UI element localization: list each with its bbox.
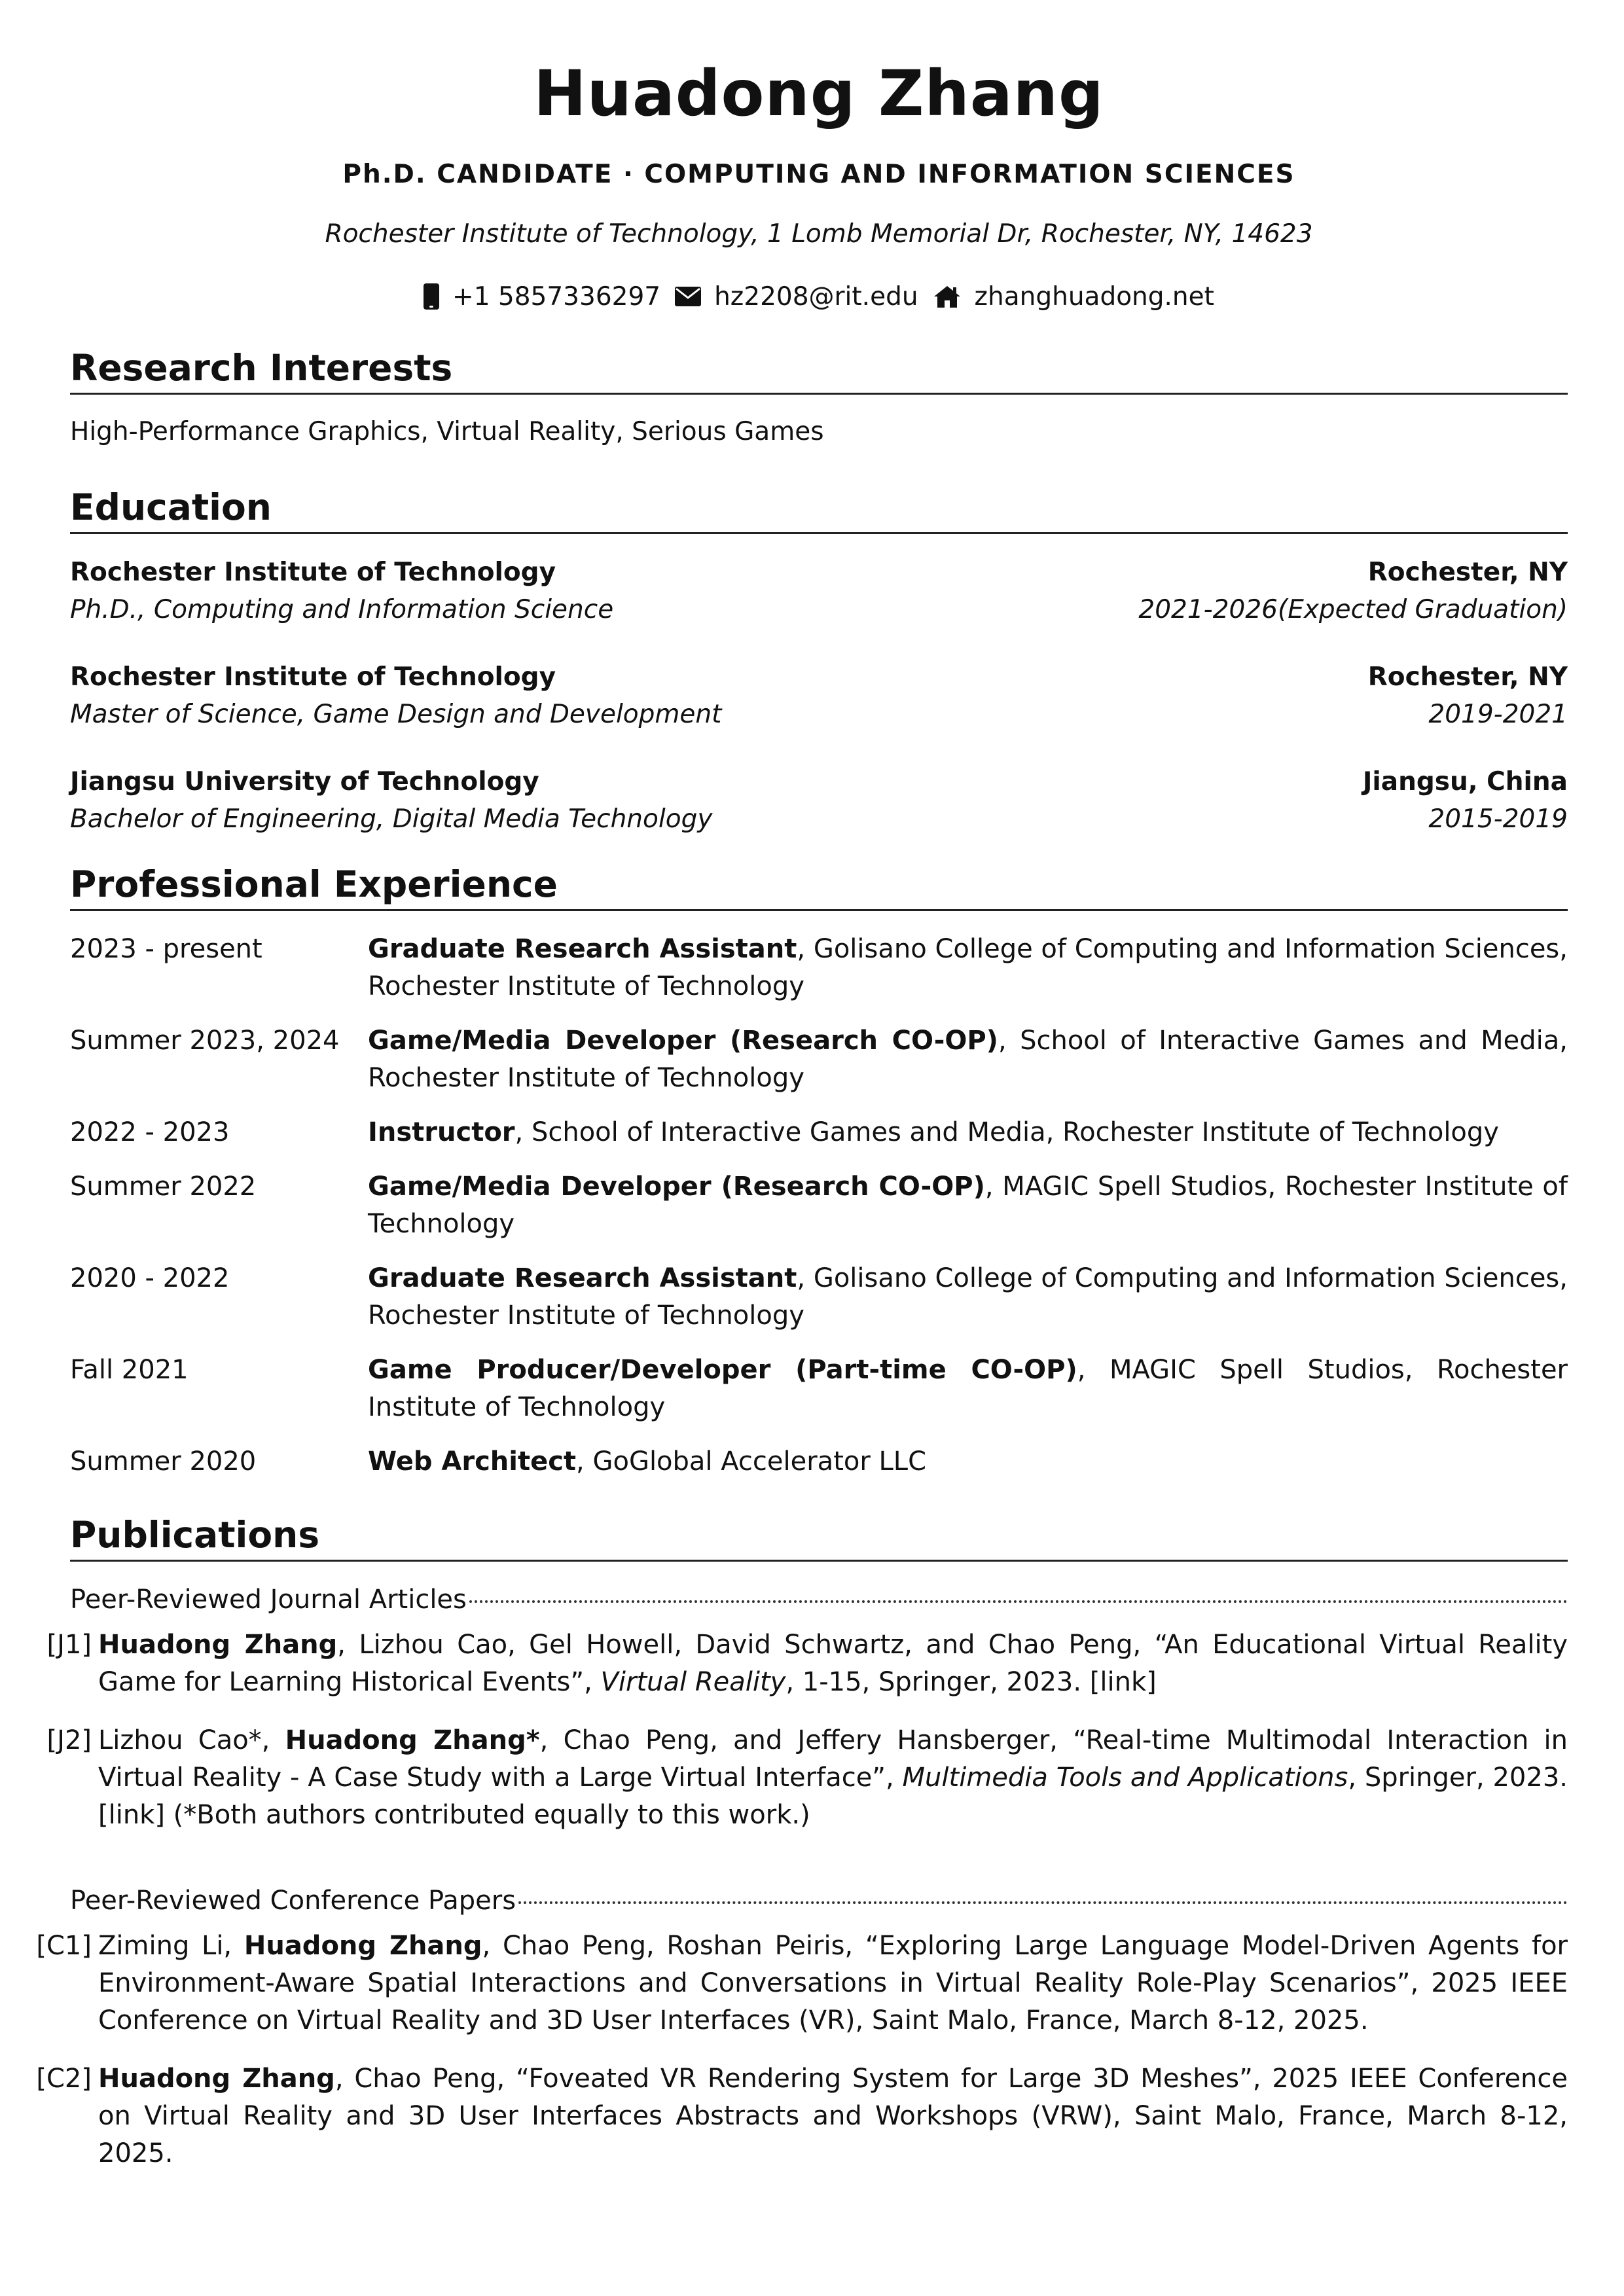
school-name: Jiangsu University of Technology [70, 766, 539, 797]
degree: Ph.D., Computing and Information Science [70, 594, 614, 624]
conference-papers-heading [70, 1882, 1568, 1920]
school-name: Rochester Institute of Technology [70, 662, 556, 692]
experience-date: Summer 2023, 2024 [70, 1025, 340, 1056]
section-title-experience: Professional Experience [70, 867, 1568, 911]
experience-role: Graduate Research Assistant [368, 933, 797, 964]
experience-org: , School of Interactive Games and Media, Rochester Institute of Technology [368, 1025, 1568, 1093]
publication-tail[interactable]: , Springer, 2023. [link] (*Both authors contributed equally to this work.) [98, 1762, 1568, 1830]
degree-dates: 2019-2021 [1428, 699, 1568, 729]
publication-tag: [J1] [46, 1629, 92, 1660]
experience-date: Summer 2020 [70, 1446, 257, 1477]
school-location: Rochester, NY [1367, 662, 1568, 692]
phone-number: +1 5857336297 [452, 281, 661, 312]
contact-line [70, 283, 1568, 310]
author-highlight: Huadong Zhang* [285, 1725, 540, 1755]
publication-tag: [J2] [46, 1725, 92, 1755]
email-contact[interactable] [675, 281, 918, 312]
research-interests-text: High-Performance Graphics, Virtual Reality, Serious Games [70, 417, 824, 446]
experience-date: 2022 - 2023 [70, 1117, 230, 1147]
experience-date: Summer 2022 [70, 1171, 257, 1202]
publication-entry [36, 1928, 1568, 2039]
candidate-address: Rochester Institute of Technology, 1 Lomb Memorial Dr, Rochester, NY, 14623 [325, 219, 1313, 249]
degree-dates: 2015-2019 [1428, 804, 1568, 834]
experience-org: , Golisano College of Computing and Information Sciences, Rochester Institute of Technology [368, 1263, 1568, 1331]
conference-papers-label: Peer-Reviewed Conference Papers [70, 1885, 516, 1916]
publication-entry [36, 2060, 1568, 2172]
education-section [70, 486, 1568, 838]
author-highlight: Huadong Zhang [98, 2063, 335, 2094]
experience-entry [70, 1260, 1568, 1335]
home-icon [933, 285, 962, 308]
experience-org: , MAGIC Spell Studios, Rochester Institute of Technology [368, 1354, 1568, 1422]
resume-page [36, 57, 1568, 2198]
experience-entry [70, 931, 1568, 1005]
education-entry [70, 763, 1568, 838]
phone-contact[interactable] [424, 283, 660, 310]
publication-details: , Chao Peng, “Foveated VR Rendering System for Large 3D Meshes”, 2025 IEEE Conference on Virtual Reality and 3D User Interfaces Abstracts and Workshops (VRW), Saint Malo, France, March 8-12, 2025. [98, 2063, 1568, 2168]
school-location: Jiangsu, China [1362, 766, 1568, 797]
degree-dates: 2021-2026(Expected Graduation) [1138, 594, 1568, 624]
experience-entry [70, 1443, 1568, 1480]
degree: Bachelor of Engineering, Digital Media Technology [70, 804, 713, 834]
author-highlight: Huadong Zhang [244, 1930, 482, 1961]
experience-org: , Golisano College of Computing and Information Sciences, Rochester Institute of Technology [368, 933, 1568, 1001]
publication-coauthor: Lizhou Cao*, [98, 1725, 285, 1755]
mobile-phone-icon [424, 283, 439, 310]
website-contact[interactable] [933, 281, 1214, 312]
experience-org: , MAGIC Spell Studios, Rochester Institute of Technology [368, 1171, 1568, 1239]
section-title-education: Education [70, 490, 1568, 534]
publication-tag: [C1] [36, 1930, 92, 1961]
research-interests-section [70, 347, 1568, 450]
experience-entry [70, 1114, 1568, 1151]
publication-tail[interactable]: , 1-15, Springer, 2023. [link] [785, 1666, 1157, 1697]
publication-entry [46, 1722, 1568, 1834]
experience-role: Game/Media Developer (Research CO-OP) [368, 1025, 998, 1056]
email-address: hz2208@rit.edu [714, 281, 918, 312]
experience-org: , School of Interactive Games and Media, Rochester Institute of Technology [514, 1117, 1499, 1147]
journal-articles-heading [70, 1581, 1568, 1619]
candidate-name: Huadong Zhang [533, 57, 1104, 130]
experience-org: , GoGlobal Accelerator LLC [576, 1446, 927, 1477]
school-location: Rochester, NY [1367, 557, 1568, 587]
experience-role: Game Producer/Developer (Part-time CO-OP) [368, 1354, 1077, 1385]
experience-entry [70, 1022, 1568, 1097]
experience-role: Graduate Research Assistant [368, 1263, 797, 1293]
candidate-position: Ph.D. CANDIDATE · COMPUTING AND INFORMATION SCIENCES [342, 160, 1295, 189]
publication-coauthor: Ziming Li, [98, 1930, 244, 1961]
education-entry [70, 554, 1568, 628]
dotted-leader [518, 1901, 1568, 1904]
section-title-publications: Publications [70, 1517, 1568, 1562]
experience-entry [70, 1352, 1568, 1426]
experience-date: Fall 2021 [70, 1354, 189, 1385]
publications-section [36, 1513, 1568, 2172]
education-entry [70, 658, 1568, 733]
envelope-icon [675, 287, 701, 306]
degree: Master of Science, Game Design and Development [70, 699, 722, 729]
dotted-leader [469, 1600, 1568, 1603]
section-title-research: Research Interests [70, 350, 1568, 395]
publication-venue: Multimedia Tools and Applications [902, 1762, 1348, 1793]
publication-details: , Chao Peng, Roshan Peiris, “Exploring Large Language Model-Driven Agents for Environment-Aware Spatial Interactions and Conversations in Virtual Reality Role-Play Scenarios”, 2025 IEEE Conference on Virtual Reality and 3D User Interfaces (VR), Saint Malo, France, March 8-12, 2025. [98, 1930, 1568, 2036]
experience-role: Web Architect [368, 1446, 577, 1477]
website-url: zhanghuadong.net [974, 281, 1214, 312]
author-highlight: Huadong Zhang [98, 1629, 338, 1660]
school-name: Rochester Institute of Technology [70, 557, 556, 587]
publication-details: , Lizhou Cao, Gel Howell, David Schwartz, and Chao Peng, “An Educational Virtual Reality Game for Learning Historical Events”, [98, 1629, 1568, 1697]
experience-date: 2020 - 2022 [70, 1263, 230, 1293]
experience-section [70, 863, 1568, 1480]
experience-role: Instructor [368, 1117, 515, 1147]
publication-venue: Virtual Reality [600, 1666, 786, 1697]
journal-articles-label: Peer-Reviewed Journal Articles [70, 1584, 467, 1615]
publication-details: , Chao Peng, and Jeffery Hansberger, “Real-time Multimodal Interaction in Virtual Reality - A Case Study with a Large Virtual Interface”, [98, 1725, 1568, 1793]
publication-tag: [C2] [36, 2063, 92, 2094]
experience-role: Game/Media Developer (Research CO-OP) [368, 1171, 985, 1202]
experience-entry [70, 1168, 1568, 1243]
experience-date: 2023 - present [70, 933, 262, 964]
publication-entry [46, 1626, 1568, 1701]
